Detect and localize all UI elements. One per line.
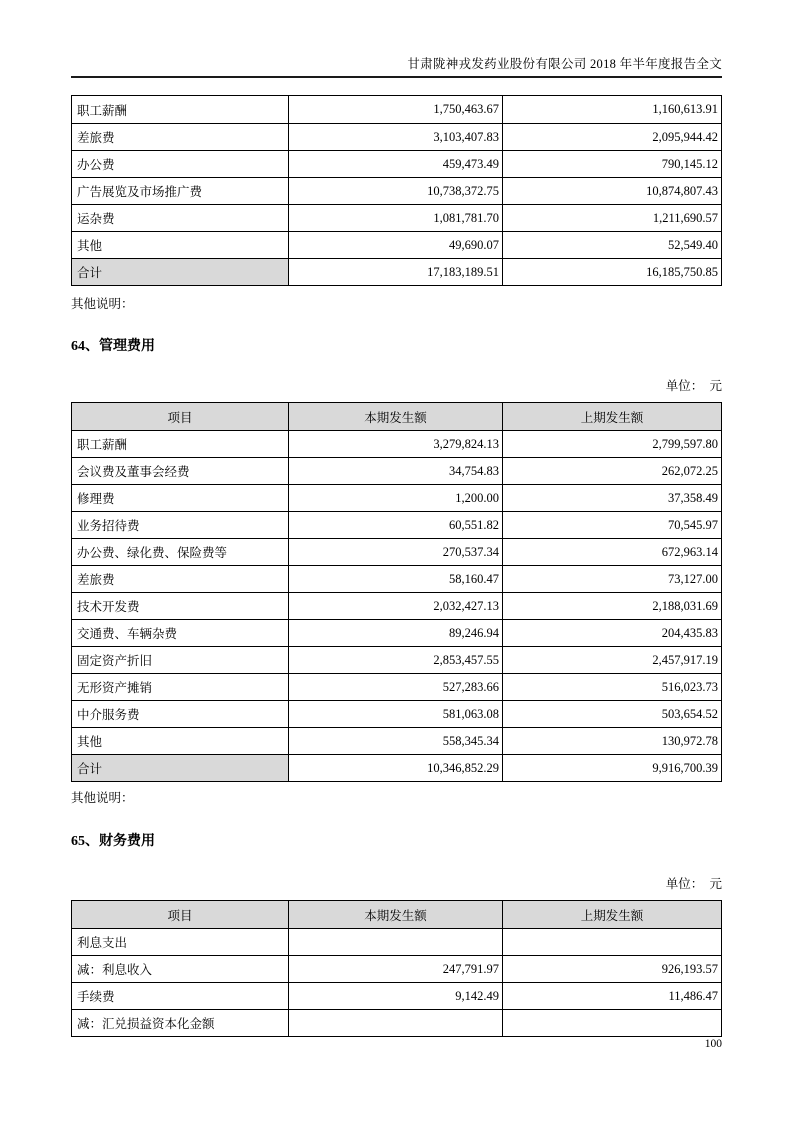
table-row (72, 928, 721, 955)
table-row (72, 511, 721, 538)
row-current-period-value: 1,081,781.70 (288, 205, 502, 231)
finance-expense-table (71, 900, 722, 1037)
row-current-period-value: 10,346,852.29 (288, 755, 502, 781)
row-label: 技术开发费 (77, 600, 140, 614)
row-label: 差旅费 (77, 131, 115, 145)
row-current-period-value: 60,551.82 (288, 512, 502, 538)
table-row (72, 430, 721, 457)
row-label: 会议费及董事会经费 (77, 465, 190, 479)
table-row (72, 123, 721, 150)
column-header: 上期发生额 (502, 403, 721, 430)
header-rule (71, 76, 722, 78)
row-label: 差旅费 (77, 573, 115, 587)
table-row (72, 727, 721, 754)
column-header: 上期发生额 (502, 901, 721, 928)
row-prior-period-value (502, 929, 721, 955)
row-current-period-value: 10,738,372.75 (288, 178, 502, 204)
row-current-period-value: 558,345.34 (288, 728, 502, 754)
table-row (72, 646, 721, 673)
table-row (72, 150, 721, 177)
section-title-finance-expense: 65、财务费用 (71, 834, 155, 849)
row-current-period-value: 58,160.47 (288, 566, 502, 592)
row-prior-period-value: 9,916,700.39 (502, 755, 721, 781)
table-row (72, 955, 721, 982)
row-prior-period-value: 1,160,613.91 (502, 96, 721, 123)
row-prior-period-value: 926,193.57 (502, 956, 721, 982)
column-header: 项目 (72, 403, 288, 430)
row-current-period-value: 2,853,457.55 (288, 647, 502, 673)
row-current-period-value: 3,279,824.13 (288, 431, 502, 457)
table-row (72, 457, 721, 484)
row-current-period-value: 247,791.97 (288, 956, 502, 982)
table-header-row (72, 403, 721, 430)
row-label: 其他 (77, 239, 103, 253)
table-row (72, 982, 721, 1009)
row-current-period-value: 527,283.66 (288, 674, 502, 700)
section-title-management-expense: 64、管理费用 (71, 339, 155, 354)
row-label: 办公费 (77, 158, 115, 172)
row-current-period-value: 34,754.83 (288, 458, 502, 484)
row-prior-period-value (502, 1010, 721, 1036)
row-current-period-value: 89,246.94 (288, 620, 502, 646)
row-prior-period-value: 503,654.52 (502, 701, 721, 727)
row-label: 无形资产摊销 (77, 681, 153, 695)
row-prior-period-value: 52,549.40 (502, 232, 721, 258)
row-prior-period-value: 73,127.00 (502, 566, 721, 592)
unit-label: 单位： 元 (665, 877, 722, 891)
page-number: 100 (704, 1038, 722, 1050)
table-total-row (72, 258, 721, 285)
row-label: 运杂费 (77, 212, 115, 226)
table-row (72, 231, 721, 258)
column-header: 本期发生额 (288, 901, 502, 928)
row-prior-period-value: 1,211,690.57 (502, 205, 721, 231)
row-current-period-value: 459,473.49 (288, 151, 502, 177)
row-label: 广告展览及市场推广费 (77, 185, 203, 199)
column-header: 本期发生额 (288, 403, 502, 430)
row-current-period-value (288, 1010, 502, 1036)
row-prior-period-value: 2,457,917.19 (502, 647, 721, 673)
row-label: 合计 (72, 755, 288, 781)
table-total-row (72, 754, 721, 781)
row-label: 修理费 (77, 492, 115, 506)
row-current-period-value: 49,690.07 (288, 232, 502, 258)
row-label: 手续费 (77, 990, 115, 1004)
row-prior-period-value: 37,358.49 (502, 485, 721, 511)
row-label: 其他 (77, 735, 103, 749)
other-notes-label: 其他说明： (71, 791, 134, 805)
table-row (72, 538, 721, 565)
selling-expense-table-continued (71, 95, 722, 286)
row-prior-period-value: 11,486.47 (502, 983, 721, 1009)
table-row (72, 565, 721, 592)
table-header-row (72, 901, 721, 928)
row-current-period-value: 9,142.49 (288, 983, 502, 1009)
row-prior-period-value: 16,185,750.85 (502, 259, 721, 285)
row-label: 减：利息收入 (77, 963, 153, 977)
row-label: 交通费、车辆杂费 (77, 627, 178, 641)
row-current-period-value: 1,200.00 (288, 485, 502, 511)
unit-label: 单位： 元 (665, 379, 722, 393)
management-expense-table (71, 402, 722, 782)
row-current-period-value: 581,063.08 (288, 701, 502, 727)
row-label: 利息支出 (77, 936, 128, 950)
row-prior-period-value: 790,145.12 (502, 151, 721, 177)
row-label: 中介服务费 (77, 708, 140, 722)
row-current-period-value: 1,750,463.67 (288, 96, 502, 123)
table-row (72, 592, 721, 619)
row-current-period-value (288, 929, 502, 955)
table-row (72, 673, 721, 700)
row-prior-period-value: 70,545.97 (502, 512, 721, 538)
row-label: 办公费、绿化费、保险费等 (77, 546, 228, 560)
row-current-period-value: 3,103,407.83 (288, 124, 502, 150)
row-prior-period-value: 204,435.83 (502, 620, 721, 646)
report-header-title: 甘肃陇神戎发药业股份有限公司 2018 年半年度报告全文 (407, 57, 722, 71)
row-current-period-value: 2,032,427.13 (288, 593, 502, 619)
row-label: 业务招待费 (77, 519, 140, 533)
row-label: 固定资产折旧 (77, 654, 153, 668)
row-label: 合计 (72, 259, 288, 285)
row-current-period-value: 17,183,189.51 (288, 259, 502, 285)
table-row (72, 484, 721, 511)
table-row (72, 619, 721, 646)
row-label: 减：汇兑损益资本化金额 (77, 1017, 215, 1031)
row-prior-period-value: 516,023.73 (502, 674, 721, 700)
row-prior-period-value: 262,072.25 (502, 458, 721, 484)
row-prior-period-value: 130,972.78 (502, 728, 721, 754)
row-current-period-value: 270,537.34 (288, 539, 502, 565)
table-row (72, 1009, 721, 1036)
table-row (72, 700, 721, 727)
row-prior-period-value: 672,963.14 (502, 539, 721, 565)
table-row (72, 177, 721, 204)
other-notes-label: 其他说明： (71, 297, 134, 311)
row-prior-period-value: 10,874,807.43 (502, 178, 721, 204)
row-label: 职工薪酬 (77, 103, 128, 118)
table-row (72, 204, 721, 231)
row-prior-period-value: 2,188,031.69 (502, 593, 721, 619)
column-header: 项目 (72, 901, 288, 928)
row-prior-period-value: 2,799,597.80 (502, 431, 721, 457)
table-row (72, 96, 721, 123)
row-prior-period-value: 2,095,944.42 (502, 124, 721, 150)
row-label: 职工薪酬 (77, 438, 128, 452)
